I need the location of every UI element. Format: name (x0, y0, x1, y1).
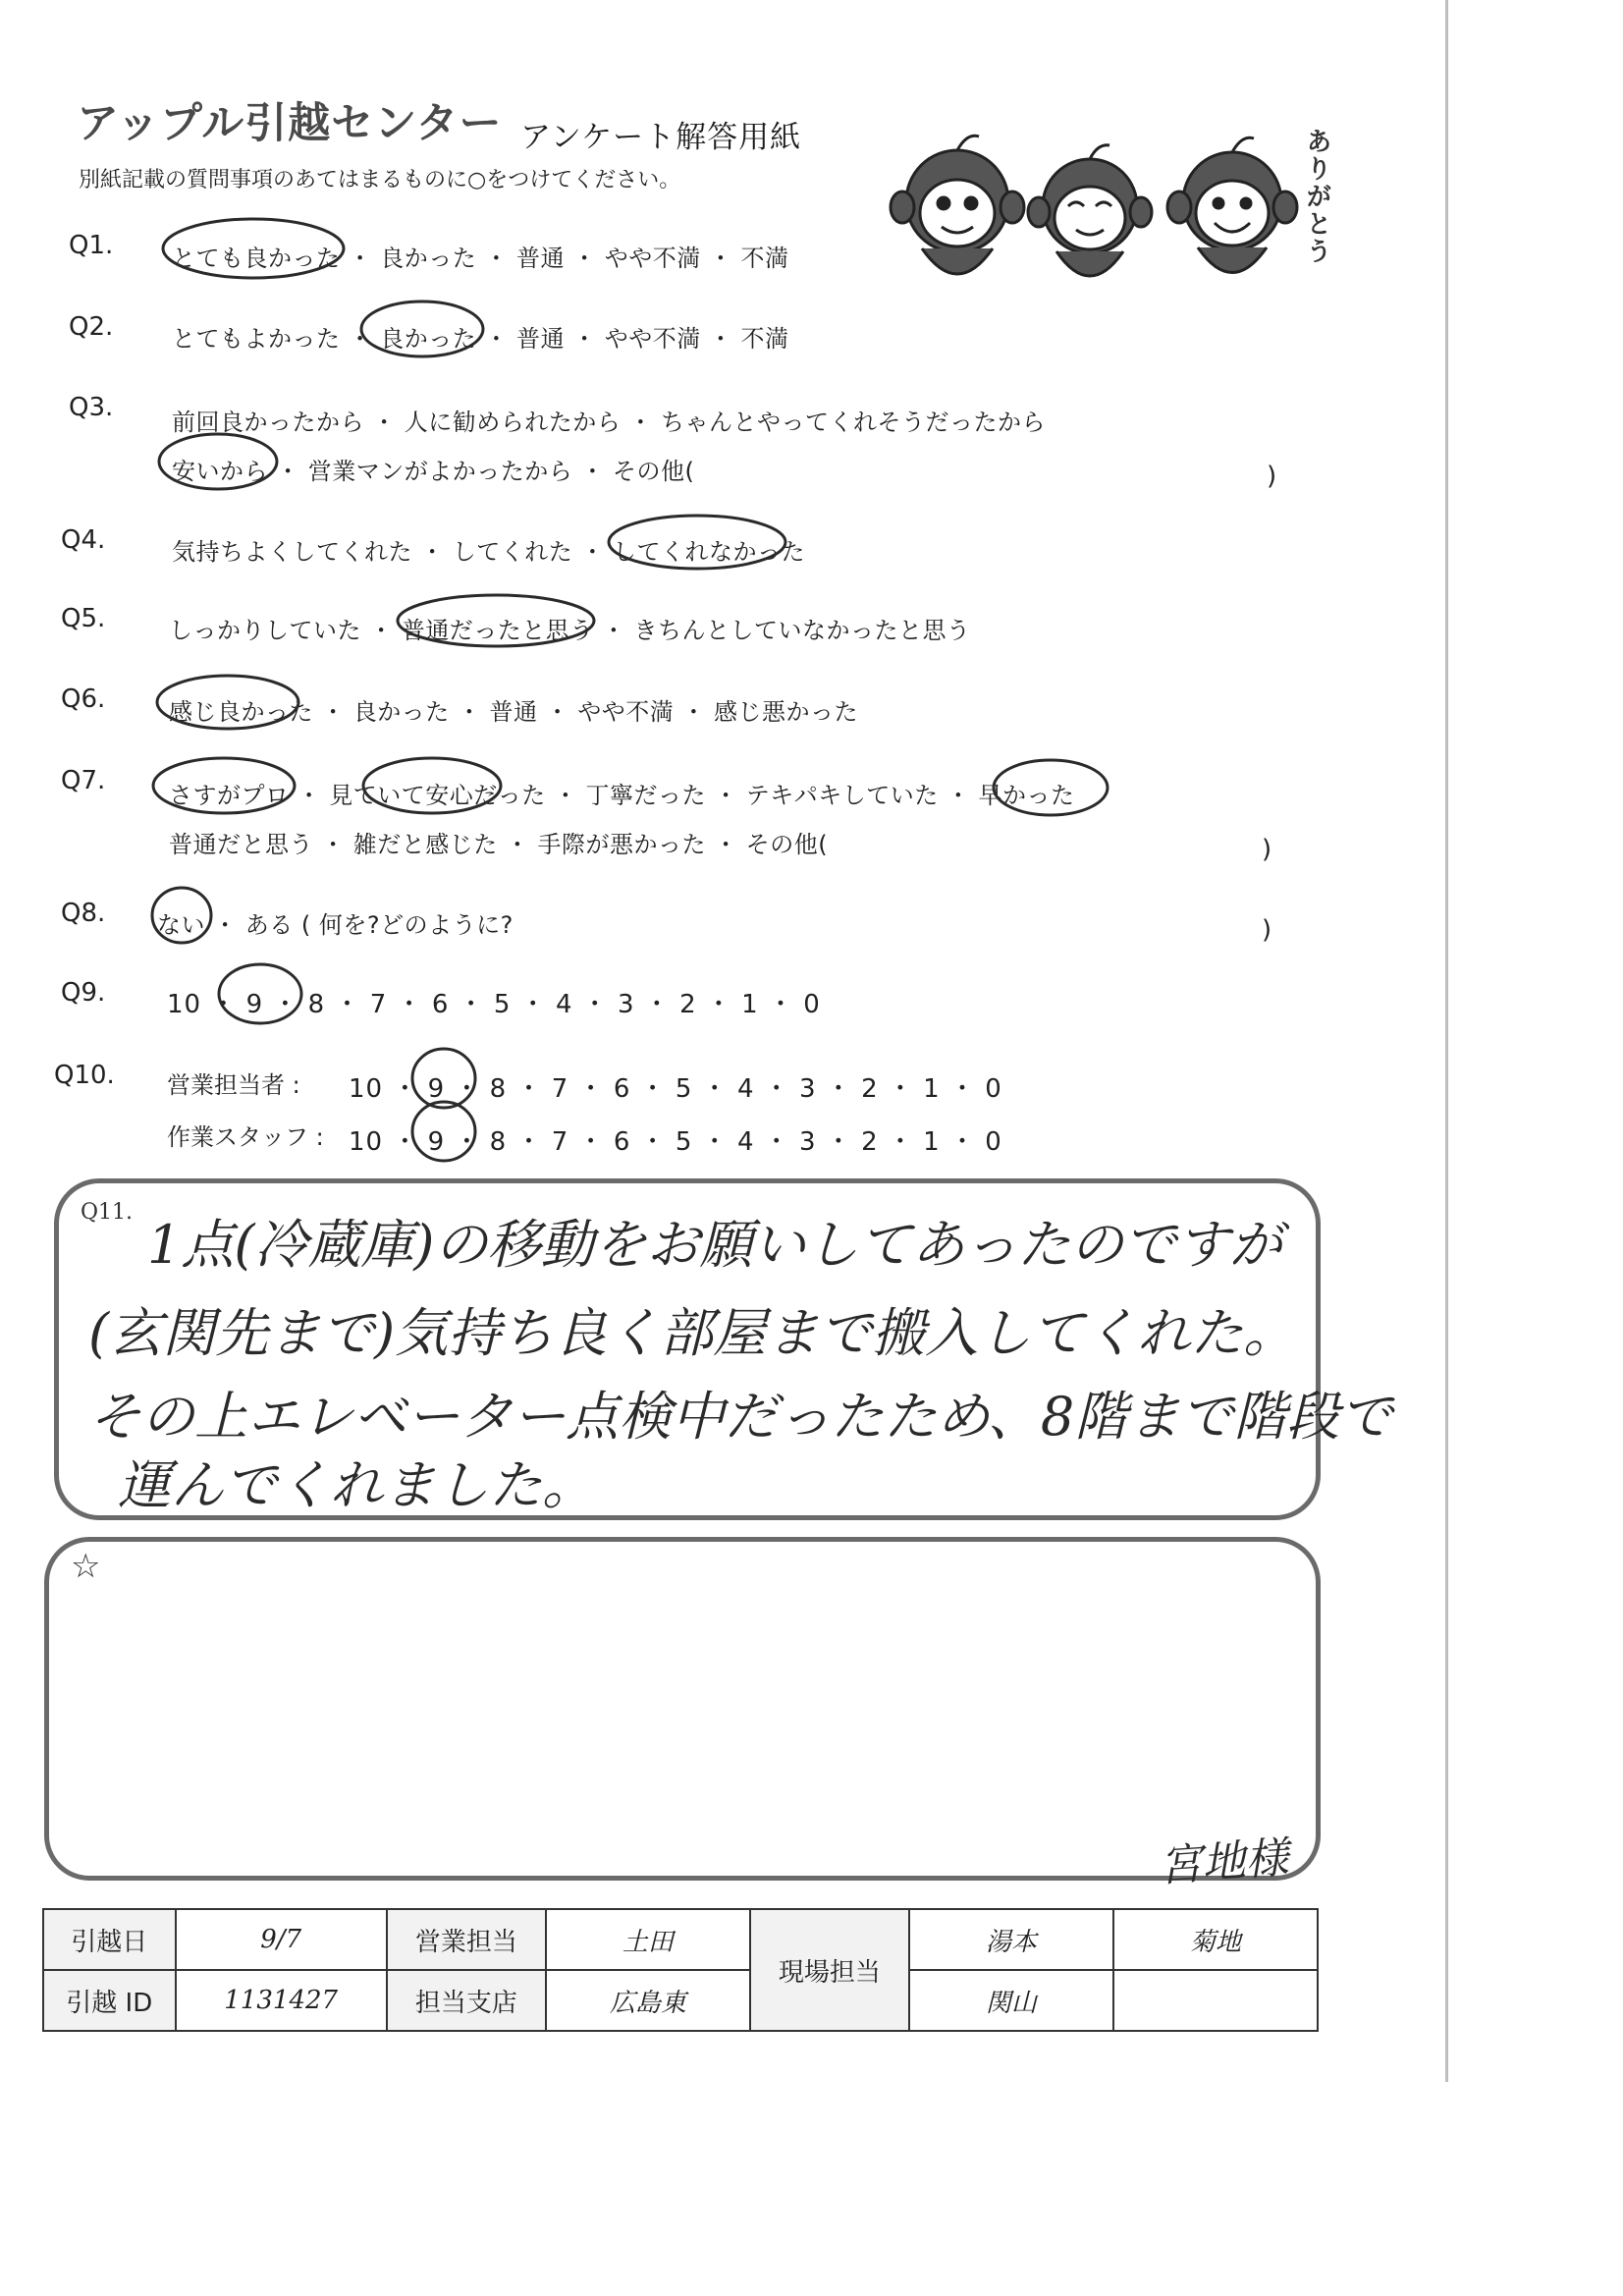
q3-paren-close: ) (1267, 462, 1277, 491)
q11-label: Q11. (81, 1200, 134, 1225)
free-comment-box (44, 1537, 1321, 1881)
q3-options-line1: 前回良かったから ・ 人に勧められたから ・ ちゃんとやってくれそうだったから (172, 409, 1047, 436)
q5-label: Q5. (61, 604, 106, 633)
move-id-value: 1131427 (176, 1970, 387, 2031)
q10-label: Q10. (54, 1061, 115, 1090)
q8-paren-close: ) (1262, 915, 1272, 945)
q7-label: Q7. (61, 766, 106, 795)
q10-sales-label: 営業担当者 : (167, 1071, 300, 1099)
q11-comment-line2: (玄関先まで)気持ち良く部屋まで搬入してくれた。 (88, 1302, 1297, 1364)
site-rep-label: 現場担当 (750, 1909, 909, 2031)
move-date-value: 9/7 (176, 1909, 387, 1970)
q11-comment-line1: 1点(冷蔵庫)の移動をお願いしてあったのですが (147, 1214, 1282, 1276)
q7-options-line1: さすがプロ ・ 見ていて安心だった ・ 丁寧だった ・ テキパキしていた ・ 早かった (169, 782, 1075, 809)
sales-rep-value: 土田 (546, 1909, 750, 1970)
instructions: 別紙記載の質問事項のあてはまるものに○をつけてください。 (79, 168, 681, 192)
star-icon: ☆ (71, 1547, 101, 1586)
q9-scale: 10 ・ 9 ・ 8 ・ 7 ・ 6 ・ 5 ・ 4 ・ 3 ・ 2 ・ 1 ・ 0 (167, 990, 821, 1019)
q6-label: Q6. (61, 684, 106, 714)
q3-options-line2: 安いから ・ 営業マンがよかったから ・ その他( (172, 458, 695, 485)
q1-options: とても良かった ・ 良かった ・ 普通 ・ やや不満 ・ 不満 (172, 245, 789, 272)
q8-options: ない ・ ある ( 何を?どのように? (157, 911, 514, 939)
brand-title: アップル引越センター (77, 99, 503, 148)
q7-options-line2: 普通だと思う ・ 雑だと感じた ・ 手際が悪かった ・ その他( (169, 831, 829, 858)
site-rep-value-1: 湯本 (909, 1909, 1113, 1970)
q2-options: とてもよかった ・ 良かった ・ 普通 ・ やや不満 ・ 不満 (172, 325, 789, 353)
move-id-label: 引越 ID (43, 1970, 176, 2031)
q6-options: 感じ良かった ・ 良かった ・ 普通 ・ やや不満 ・ 感じ悪かった (169, 698, 859, 726)
q11-comment-line4: 運んでくれました。 (118, 1454, 595, 1516)
q8-label: Q8. (61, 899, 106, 928)
q10-sales-scale: 10 ・ 9 ・ 8 ・ 7 ・ 6 ・ 5 ・ 4 ・ 3 ・ 2 ・ 1 ・ 0 (349, 1074, 1002, 1104)
move-date-label: 引越日 (43, 1909, 176, 1970)
branch-value: 広島東 (546, 1970, 750, 2031)
q2-label: Q2. (69, 312, 114, 342)
q1-label: Q1. (69, 231, 114, 260)
q10-staff-label: 作業スタッフ : (167, 1123, 324, 1151)
form-subtitle: アンケート解答用紙 (520, 120, 802, 155)
customer-signature: 宮地様 (1157, 1832, 1290, 1892)
q4-options: 気持ちよくしてくれた ・ してくれた ・ してくれなかった (172, 538, 806, 566)
site-rep-empty-cell (1113, 1970, 1318, 2031)
site-rep-value-2: 菊地 (1113, 1909, 1318, 1970)
q5-options: しっかりしていた ・ 普通だったと思う ・ きちんとしていなかったと思う (169, 617, 971, 644)
site-rep-value-3: 関山 (909, 1970, 1113, 2031)
q11-comment-line3: その上エレベーター点検中だったため、8階まで階段で (88, 1386, 1393, 1448)
move-info-table (42, 1908, 1319, 2032)
branch-label: 担当支店 (387, 1970, 546, 2031)
q10-staff-scale: 10 ・ 9 ・ 8 ・ 7 ・ 6 ・ 5 ・ 4 ・ 3 ・ 2 ・ 1 ・ 0 (349, 1127, 1002, 1157)
thanks-text: ありがとう (1302, 128, 1331, 265)
q9-label: Q9. (61, 978, 106, 1008)
q4-label: Q4. (61, 525, 106, 555)
sales-rep-label: 営業担当 (387, 1909, 546, 1970)
q7-paren-close: ) (1262, 835, 1272, 864)
q3-label: Q3. (69, 393, 114, 422)
